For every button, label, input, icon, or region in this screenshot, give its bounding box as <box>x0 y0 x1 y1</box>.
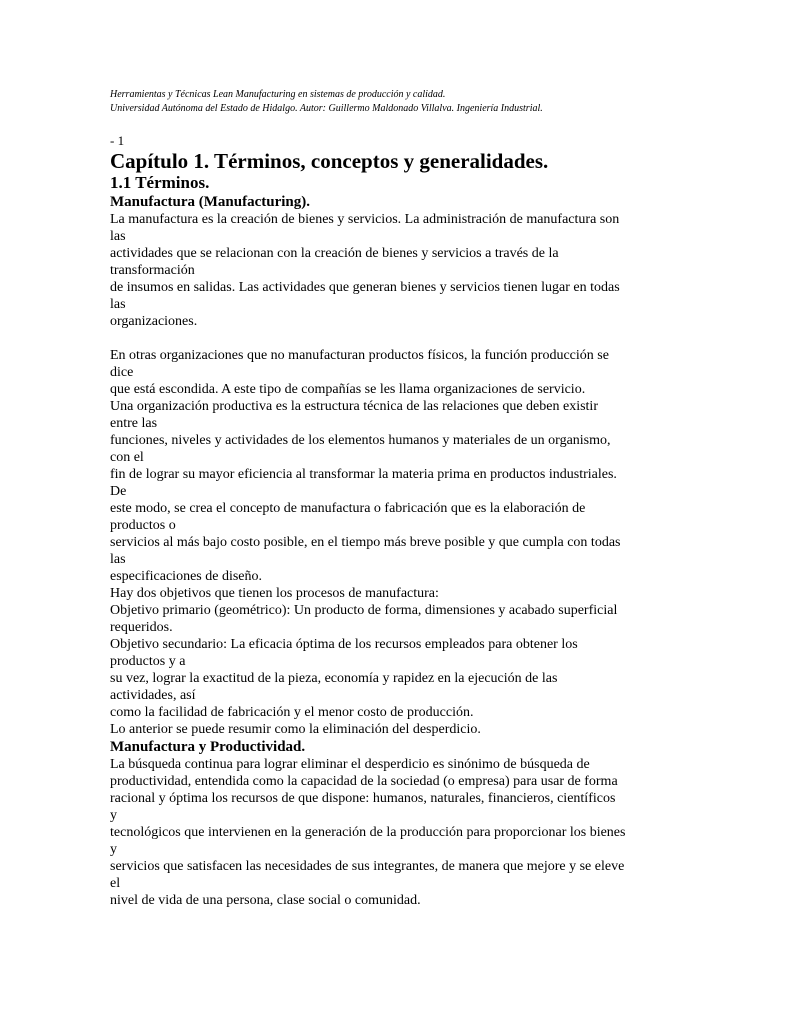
text-line: su vez, lograr la exactitud de la pieza, economía y rapidez en la ejecución de las <box>110 671 558 686</box>
text-line: que está escondida. A este tipo de compañías se les llama organizaciones de servicio. <box>110 382 586 397</box>
text-line: como la facilidad de fabricación y el menor costo de producción. <box>110 705 474 720</box>
text-line: nivel de vida de una persona, clase social o comunidad. <box>110 893 421 908</box>
text-line: organizaciones. <box>110 314 198 329</box>
text-line: las <box>110 229 126 244</box>
text-line: el <box>110 876 121 891</box>
text-line: dice <box>110 365 134 380</box>
text-line: y <box>110 842 117 857</box>
running-header-title: Herramientas y Técnicas Lean Manufacturing en sistemas de producción y calidad. <box>110 89 446 100</box>
section-title: 1.1 Términos. <box>110 173 210 192</box>
text-line: racional y óptima los recursos de que dispone: humanos, naturales, financieros, científicos <box>110 791 616 806</box>
text-line: Objetivo secundario: La eficacia óptima de los recursos empleados para obtener los <box>110 637 578 652</box>
text-line: La manufactura es la creación de bienes y servicios. La administración de manufactura son <box>110 212 620 227</box>
paragraph-1 <box>110 211 690 330</box>
text-line: productividad, entendida como la capacidad de la sociedad (o empresa) para usar de forma <box>110 774 618 789</box>
text-line: las <box>110 297 126 312</box>
text-line: productos y a <box>110 654 186 669</box>
text-line: funciones, niveles y actividades de los elementos humanos y materiales de un organismo, <box>110 433 611 448</box>
text-line: este modo, se crea el concepto de manufactura o fabricación que es la elaboración de <box>110 501 586 516</box>
text-line: fin de lograr su mayor eficiencia al transformar la materia prima en productos industriales. <box>110 467 617 482</box>
text-line: las <box>110 552 126 567</box>
paragraph-3 <box>110 756 690 909</box>
text-line: especificaciones de diseño. <box>110 569 262 584</box>
page-number: - 1 <box>110 133 125 148</box>
text-line: con el <box>110 450 144 465</box>
paragraph-spacer <box>110 330 690 347</box>
running-header-author: Universidad Autónoma del Estado de Hidalgo. Autor: Guillermo Maldonado Villalva. Ingeniería Industrial. <box>110 103 543 114</box>
text-line: En otras organizaciones que no manufacturan productos físicos, la función producción se <box>110 348 609 363</box>
chapter-title: Capítulo 1. Términos, conceptos y generalidades. <box>110 149 549 173</box>
text-line: entre las <box>110 416 158 431</box>
text-line: De <box>110 484 127 499</box>
text-line: Hay dos objetivos que tienen los procesos de manufactura: <box>110 586 439 601</box>
text-line: y <box>110 808 117 823</box>
subheading-productividad: Manufactura y Productividad. <box>110 739 306 755</box>
subheading-manufactura: Manufactura (Manufacturing). <box>110 194 310 210</box>
text-line: productos o <box>110 518 176 533</box>
text-line: tecnológicos que intervienen en la generación de la producción para proporcionar los bienes <box>110 825 626 840</box>
text-line: servicios que satisfacen las necesidades de sus integrantes, de manera que mejore y se eleve <box>110 859 625 874</box>
text-line: actividades que se relacionan con la creación de bienes y servicios a través de la <box>110 246 559 261</box>
text-line: Objetivo primario (geométrico): Un producto de forma, dimensiones y acabado superficial <box>110 603 618 618</box>
text-line: servicios al más bajo costo posible, en el tiempo más breve posible y que cumpla con todas <box>110 535 621 550</box>
paragraph-2 <box>110 347 690 738</box>
text-line: Lo anterior se puede resumir como la eliminación del desperdicio. <box>110 722 481 737</box>
text-line: La búsqueda continua para lograr eliminar el desperdicio es sinónimo de búsqueda de <box>110 757 590 772</box>
document-page <box>110 88 690 909</box>
text-line: requeridos. <box>110 620 173 635</box>
text-line: de insumos en salidas. Las actividades que generan bienes y servicios tienen lugar en todas <box>110 280 620 295</box>
text-line: transformación <box>110 263 195 278</box>
text-line: actividades, así <box>110 688 196 703</box>
text-line: Una organización productiva es la estructura técnica de las relaciones que deben existir <box>110 399 598 414</box>
